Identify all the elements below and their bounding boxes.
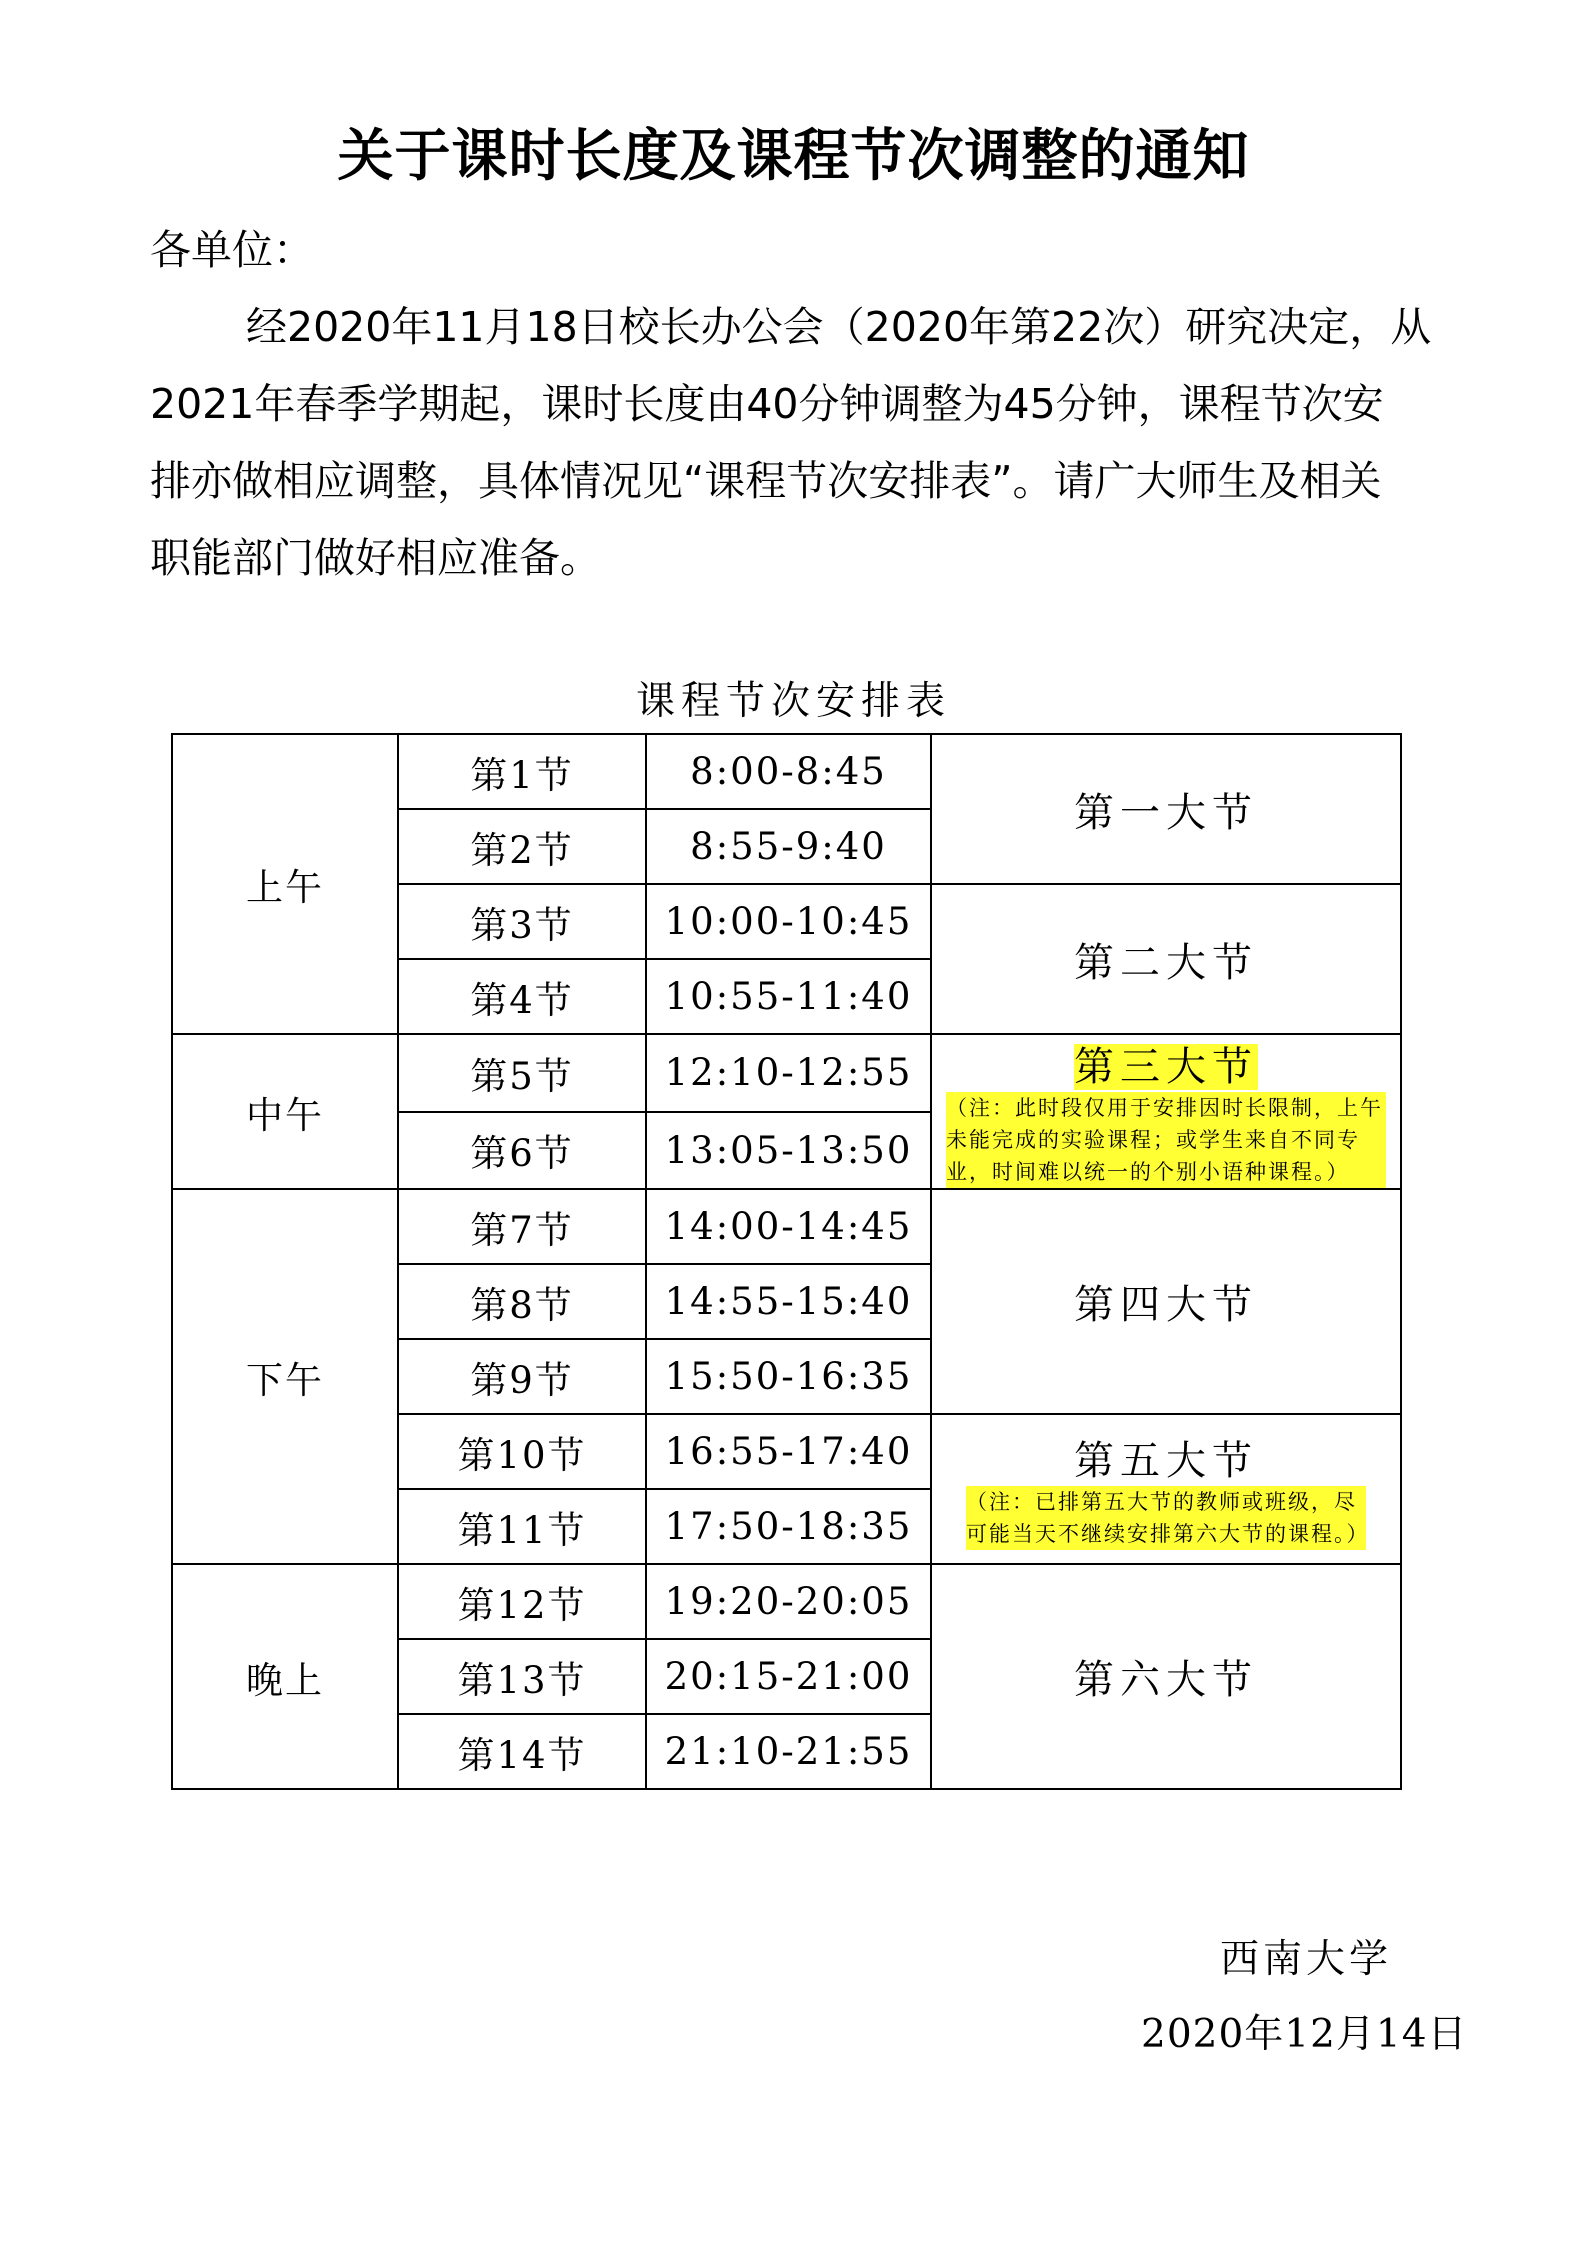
session-time-cell: 10:55-11:40 (646, 959, 931, 1034)
session-label-cell: 第8节 (398, 1264, 646, 1339)
period-cell: 晚上 (172, 1564, 398, 1789)
block-cell (931, 1564, 1401, 1789)
session-label-cell: 第3节 (398, 884, 646, 959)
session-time-cell: 16:55-17:40 (646, 1414, 931, 1489)
table-row (172, 1564, 1401, 1639)
session-label-cell: 第1节 (398, 734, 646, 809)
table-caption: 课程节次安排表 (635, 679, 951, 724)
session-label-cell: 第13节 (398, 1639, 646, 1714)
session-label-cell: 第9节 (398, 1339, 646, 1414)
notice-paragraph (150, 289, 1450, 597)
session-time-cell: 15:50-16:35 (646, 1339, 931, 1414)
block-name: 第四大节 (1074, 1282, 1258, 1328)
block-cell (931, 1414, 1401, 1564)
paragraph-line: 职能部门做好相应准备。 (150, 534, 601, 582)
paragraph-line: 2021年春季学期起，课时长度由40分钟调整为45分钟，课程节次安 (150, 380, 1384, 428)
session-label-cell: 第10节 (398, 1414, 646, 1489)
session-time-cell: 14:00-14:45 (646, 1189, 931, 1264)
session-label-cell: 第6节 (398, 1112, 646, 1190)
table-row (172, 734, 1401, 809)
block-name: 第五大节 (1074, 1437, 1258, 1484)
block-name: 第三大节 (1074, 1044, 1258, 1090)
session-time-cell: 13:05-13:50 (646, 1112, 931, 1190)
block-note: （注：已排第五大节的教师或班级，尽可能当天不继续安排第六大节的课程。） (966, 1486, 1366, 1550)
signature-date: 2020年12月14日 (1141, 2012, 1468, 2057)
period-cell: 下午 (172, 1189, 398, 1564)
session-label-cell: 第2节 (398, 809, 646, 884)
session-time-cell: 21:10-21:55 (646, 1714, 931, 1789)
table-row (172, 1189, 1401, 1264)
block-name: 第二大节 (1074, 939, 1258, 986)
block-name: 第六大节 (1074, 1657, 1258, 1703)
block-cell (931, 1189, 1401, 1414)
notice-title: 关于课时长度及课程节次调整的通知 (337, 124, 1250, 189)
schedule-table (171, 733, 1402, 1790)
session-time-cell: 14:55-15:40 (646, 1264, 931, 1339)
session-time-cell: 20:15-21:00 (646, 1639, 931, 1714)
block-cell (931, 734, 1401, 884)
period-cell: 中午 (172, 1034, 398, 1189)
session-time-cell: 8:00-8:45 (646, 734, 931, 809)
paragraph-line: 排亦做相应调整，具体情况见“课程节次安排表”。请广大师生及相关 (150, 457, 1382, 505)
session-time-cell: 19:20-20:05 (646, 1564, 931, 1639)
paragraph-line: 经2020年11月18日校长办公会（2020年第22次）研究决定，从 (246, 303, 1432, 351)
session-label-cell: 第5节 (398, 1034, 646, 1112)
greeting: 各单位： (150, 226, 314, 274)
session-label-cell: 第7节 (398, 1189, 646, 1264)
table-row (172, 1034, 1401, 1112)
period-cell: 上午 (172, 734, 398, 1034)
session-label-cell: 第12节 (398, 1564, 646, 1639)
block-cell (931, 1034, 1401, 1189)
block-note: （注：此时段仅用于安排因时长限制，上午未能完成的实验课程；或学生来自不同专业，时间难以统一的个别小语种课程。） (946, 1092, 1386, 1188)
session-label-cell: 第4节 (398, 959, 646, 1034)
signature-org: 西南大学 (1220, 1937, 1393, 1982)
session-time-cell: 10:00-10:45 (646, 884, 931, 959)
session-time-cell: 17:50-18:35 (646, 1489, 931, 1564)
block-cell (931, 884, 1401, 1034)
session-time-cell: 12:10-12:55 (646, 1034, 931, 1112)
session-label-cell: 第11节 (398, 1489, 646, 1564)
session-time-cell: 8:55-9:40 (646, 809, 931, 884)
session-label-cell: 第14节 (398, 1714, 646, 1789)
block-name: 第一大节 (1074, 789, 1258, 836)
